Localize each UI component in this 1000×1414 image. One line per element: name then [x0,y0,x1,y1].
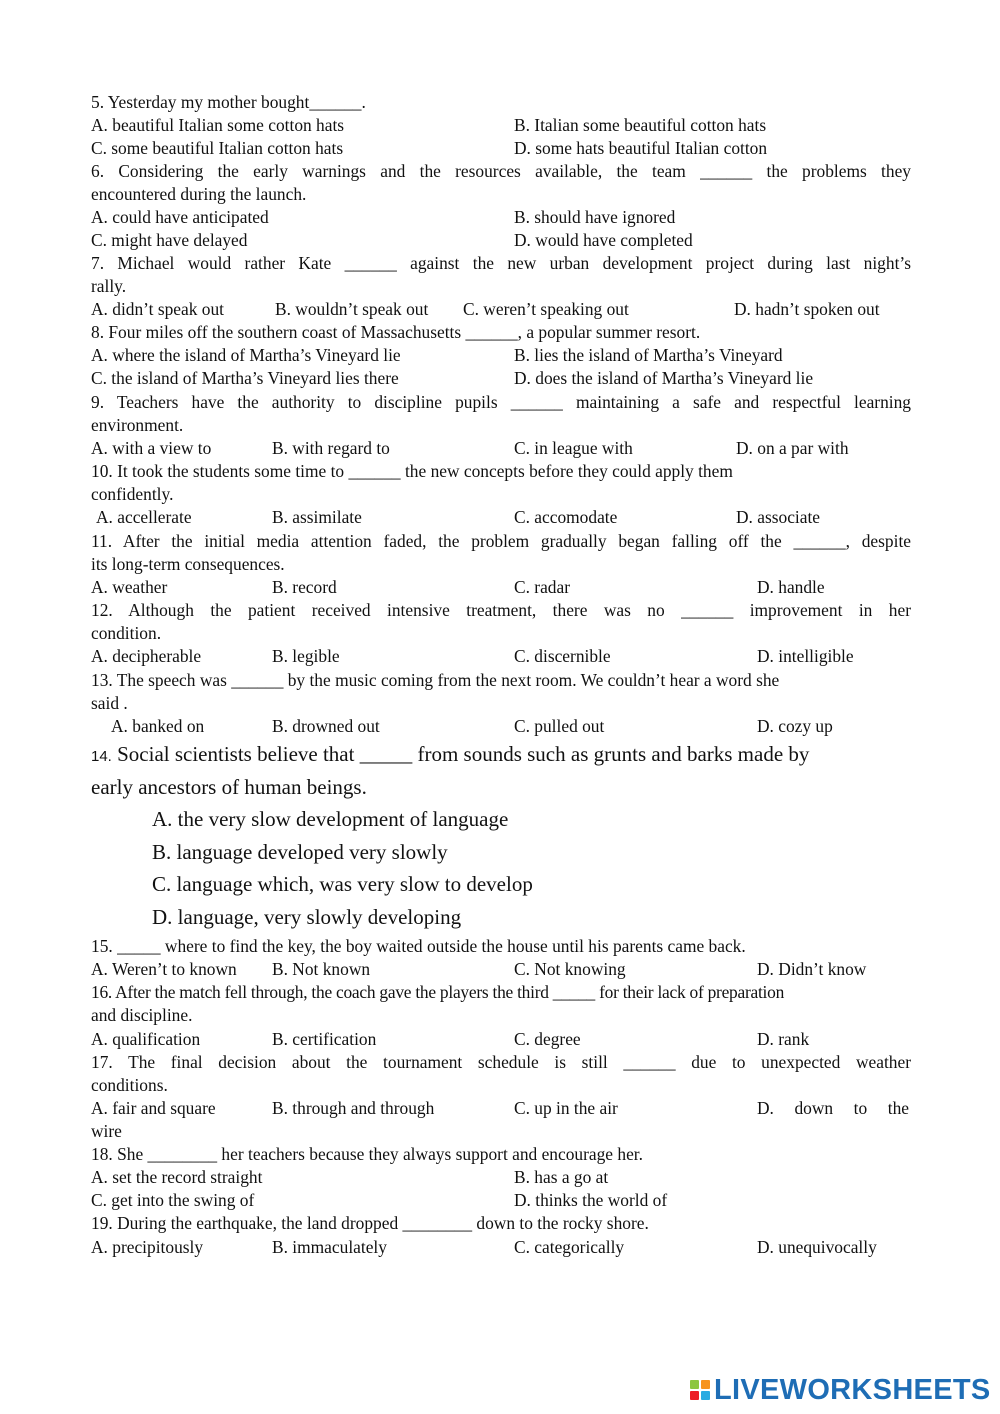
option-a[interactable]: A. accellerate [96,507,192,527]
option-c[interactable]: C. radar [514,577,571,597]
option-b[interactable]: B. lies the island of Martha’s Vineyard [514,345,783,365]
question-16-text: 16. After the match fell through, the coach gave the players the third _____ for their lack of preparation [91,982,785,1002]
question-18-options-row-1 [91,1166,911,1189]
question-11-text: 11. After the initial media attention faded, the problem gradually began falling off the ______, despite [91,531,911,551]
question-5-text: 5. Yesterday my mother bought______. [91,92,366,112]
option-a[interactable]: A. beautiful Italian some cotton hats [91,115,345,135]
question-16-text-cont: and discipline. [91,1005,193,1025]
option-c[interactable]: C. accomodate [514,507,618,527]
question-11-text-cont: its long-term consequences. [91,554,285,574]
question-7-text-cont: rally. [91,276,127,296]
question-10-options [91,506,911,529]
option-a[interactable]: A. where the island of Martha’s Vineyard lie [91,345,401,365]
question-9-text-cont: environment. [91,415,184,435]
option-a[interactable]: A. banked on [111,716,205,736]
question-17-option-d-cont: wire [91,1121,122,1141]
question-14-option-c[interactable]: C. language which, was very slow to develop [152,872,533,896]
question-19-options [91,1236,911,1259]
question-17-text: 17. The final decision about the tournament schedule is still ______ due to unexpected weather [91,1052,911,1072]
question-14-option-b[interactable]: B. language developed very slowly [152,840,448,864]
question-5-options-row-1 [91,114,911,137]
option-a[interactable]: A. with a view to [91,438,212,458]
option-b[interactable]: B. wouldn’t speak out [275,299,429,319]
option-a[interactable]: A. weather [91,577,168,597]
option-d[interactable]: D. on a par with [736,438,849,458]
question-14-line-1: Social scientists believe that _____ from sounds such as grunts and barks made by [117,742,810,766]
option-d[interactable]: D. associate [736,507,821,527]
option-b[interactable]: B. drowned out [272,716,380,736]
option-c[interactable]: C. the island of Martha’s Vineyard lies there [91,368,399,388]
question-9-options [91,437,911,460]
question-12-text: 12. Although the patient received intensive treatment, there was no ______ improvement in her [91,600,911,620]
option-c[interactable]: C. get into the swing of [91,1190,255,1210]
option-d[interactable]: D. some hats beautiful Italian cotton [514,138,768,158]
question-5-options-row-2 [91,137,911,160]
option-c[interactable]: C. Not knowing [514,959,626,979]
option-c[interactable]: C. some beautiful Italian cotton hats [91,138,344,158]
option-d[interactable]: D. hadn’t spoken out [734,299,880,319]
option-a[interactable]: A. could have anticipated [91,207,269,227]
option-c[interactable]: C. degree [514,1029,581,1049]
liveworksheets-logo[interactable] [690,1374,991,1406]
option-d[interactable]: D. thinks the world of [514,1190,668,1210]
question-11-options [91,576,911,599]
question-14-text-cont: early ancestors of human beings. [91,775,367,799]
option-d[interactable]: D. handle [757,577,825,597]
option-d[interactable]: D. does the island of Martha’s Vineyard lie [514,368,814,388]
question-6-options-row-2 [91,229,911,252]
question-8-options-row-2 [91,367,911,390]
question-15-text: 15. _____ where to find the key, the boy waited outside the house until his parents came back. [91,936,746,956]
option-c[interactable]: C. might have delayed [91,230,248,250]
option-d[interactable]: D. cozy up [757,716,833,736]
question-13-text: 13. The speech was ______ by the music coming from the next room. We couldn’t hear a word she [91,670,780,690]
question-6-options-row-1 [91,206,911,229]
liveworksheets-logo-icon [690,1380,710,1400]
option-a[interactable]: A. didn’t speak out [91,299,224,319]
question-7-options [91,298,911,321]
question-13-options [91,715,911,738]
option-d[interactable]: D. Didn’t know [757,959,867,979]
liveworksheets-logo-text: LIVEWORKSHEETS [714,1374,991,1406]
question-19-text: 19. During the earthquake, the land dropped ________ down to the rocky shore. [91,1213,649,1233]
option-a[interactable]: A. decipherable [91,646,202,666]
question-12-options [91,645,911,668]
option-a[interactable]: A. Weren’t to known [91,959,237,979]
question-18-text: 18. She ________ her teachers because they always support and encourage her. [91,1144,643,1164]
option-d[interactable]: D. rank [757,1029,810,1049]
option-b[interactable]: B. legible [272,646,340,666]
option-a[interactable]: A. qualification [91,1029,201,1049]
option-b[interactable]: B. with regard to [272,438,390,458]
question-13-text-cont: said . [91,693,128,713]
option-b[interactable]: B. Not known [272,959,371,979]
question-18-options-row-2 [91,1189,911,1212]
option-a[interactable]: A. fair and square [91,1098,216,1118]
option-c[interactable]: C. categorically [514,1237,625,1257]
question-10-text-cont: confidently. [91,484,174,504]
option-a[interactable]: A. precipitously [91,1237,204,1257]
option-c[interactable]: C. up in the air [514,1098,618,1118]
question-9-text: 9. Teachers have the authority to discipline pupils ______ maintaining a safe and respectful learning [91,392,911,412]
option-b[interactable]: B. record [272,577,337,597]
logo-square-green-icon [690,1380,699,1389]
option-d[interactable]: D. unequivocally [757,1237,877,1257]
question-17-options [91,1097,911,1120]
question-8-text: 8. Four miles off the southern coast of Massachusetts ______, a popular summer resort. [91,322,701,342]
question-14-number: 14. [91,748,112,765]
option-b[interactable]: B. immaculately [272,1237,387,1257]
question-16-options [91,1028,911,1051]
logo-square-orange-icon [701,1380,710,1389]
option-c[interactable]: C. pulled out [514,716,605,736]
question-14-text [91,738,911,770]
option-a[interactable]: A. set the record straight [91,1167,263,1187]
option-b[interactable]: B. certification [272,1029,377,1049]
question-6-text-cont: encountered during the launch. [91,184,307,204]
option-d[interactable]: D. intelligible [757,646,854,666]
option-d[interactable]: D. would have completed [514,230,693,250]
option-c[interactable]: C. weren’t speaking out [463,299,629,319]
question-14-option-d[interactable]: D. language, very slowly developing [152,905,462,929]
logo-square-blue-icon [701,1391,710,1400]
option-b[interactable]: B. through and through [272,1098,435,1118]
question-15-options [91,958,911,981]
option-b[interactable]: B. has a go at [514,1167,609,1187]
option-c[interactable]: C. discernible [514,646,611,666]
question-17-text-cont: conditions. [91,1075,168,1095]
option-d[interactable]: D. down to the [757,1098,909,1118]
question-7-text: 7. Michael would rather Kate ______ against the new urban development project during last night’s [91,253,911,273]
option-b[interactable]: B. assimilate [272,507,362,527]
option-b[interactable]: B. should have ignored [514,207,676,227]
option-b[interactable]: B. Italian some beautiful cotton hats [514,115,767,135]
question-14-option-a[interactable]: A. the very slow development of language [152,807,509,831]
question-10-text: 10. It took the students some time to ______ the new concepts before they could apply them [91,461,733,481]
logo-square-red-icon [690,1391,699,1400]
question-12-text-cont: condition. [91,623,162,643]
question-8-options-row-1 [91,344,911,367]
question-6-text: 6. Considering the early warnings and the resources available, the team ______ the problems they [91,161,911,181]
option-c[interactable]: C. in league with [514,438,633,458]
